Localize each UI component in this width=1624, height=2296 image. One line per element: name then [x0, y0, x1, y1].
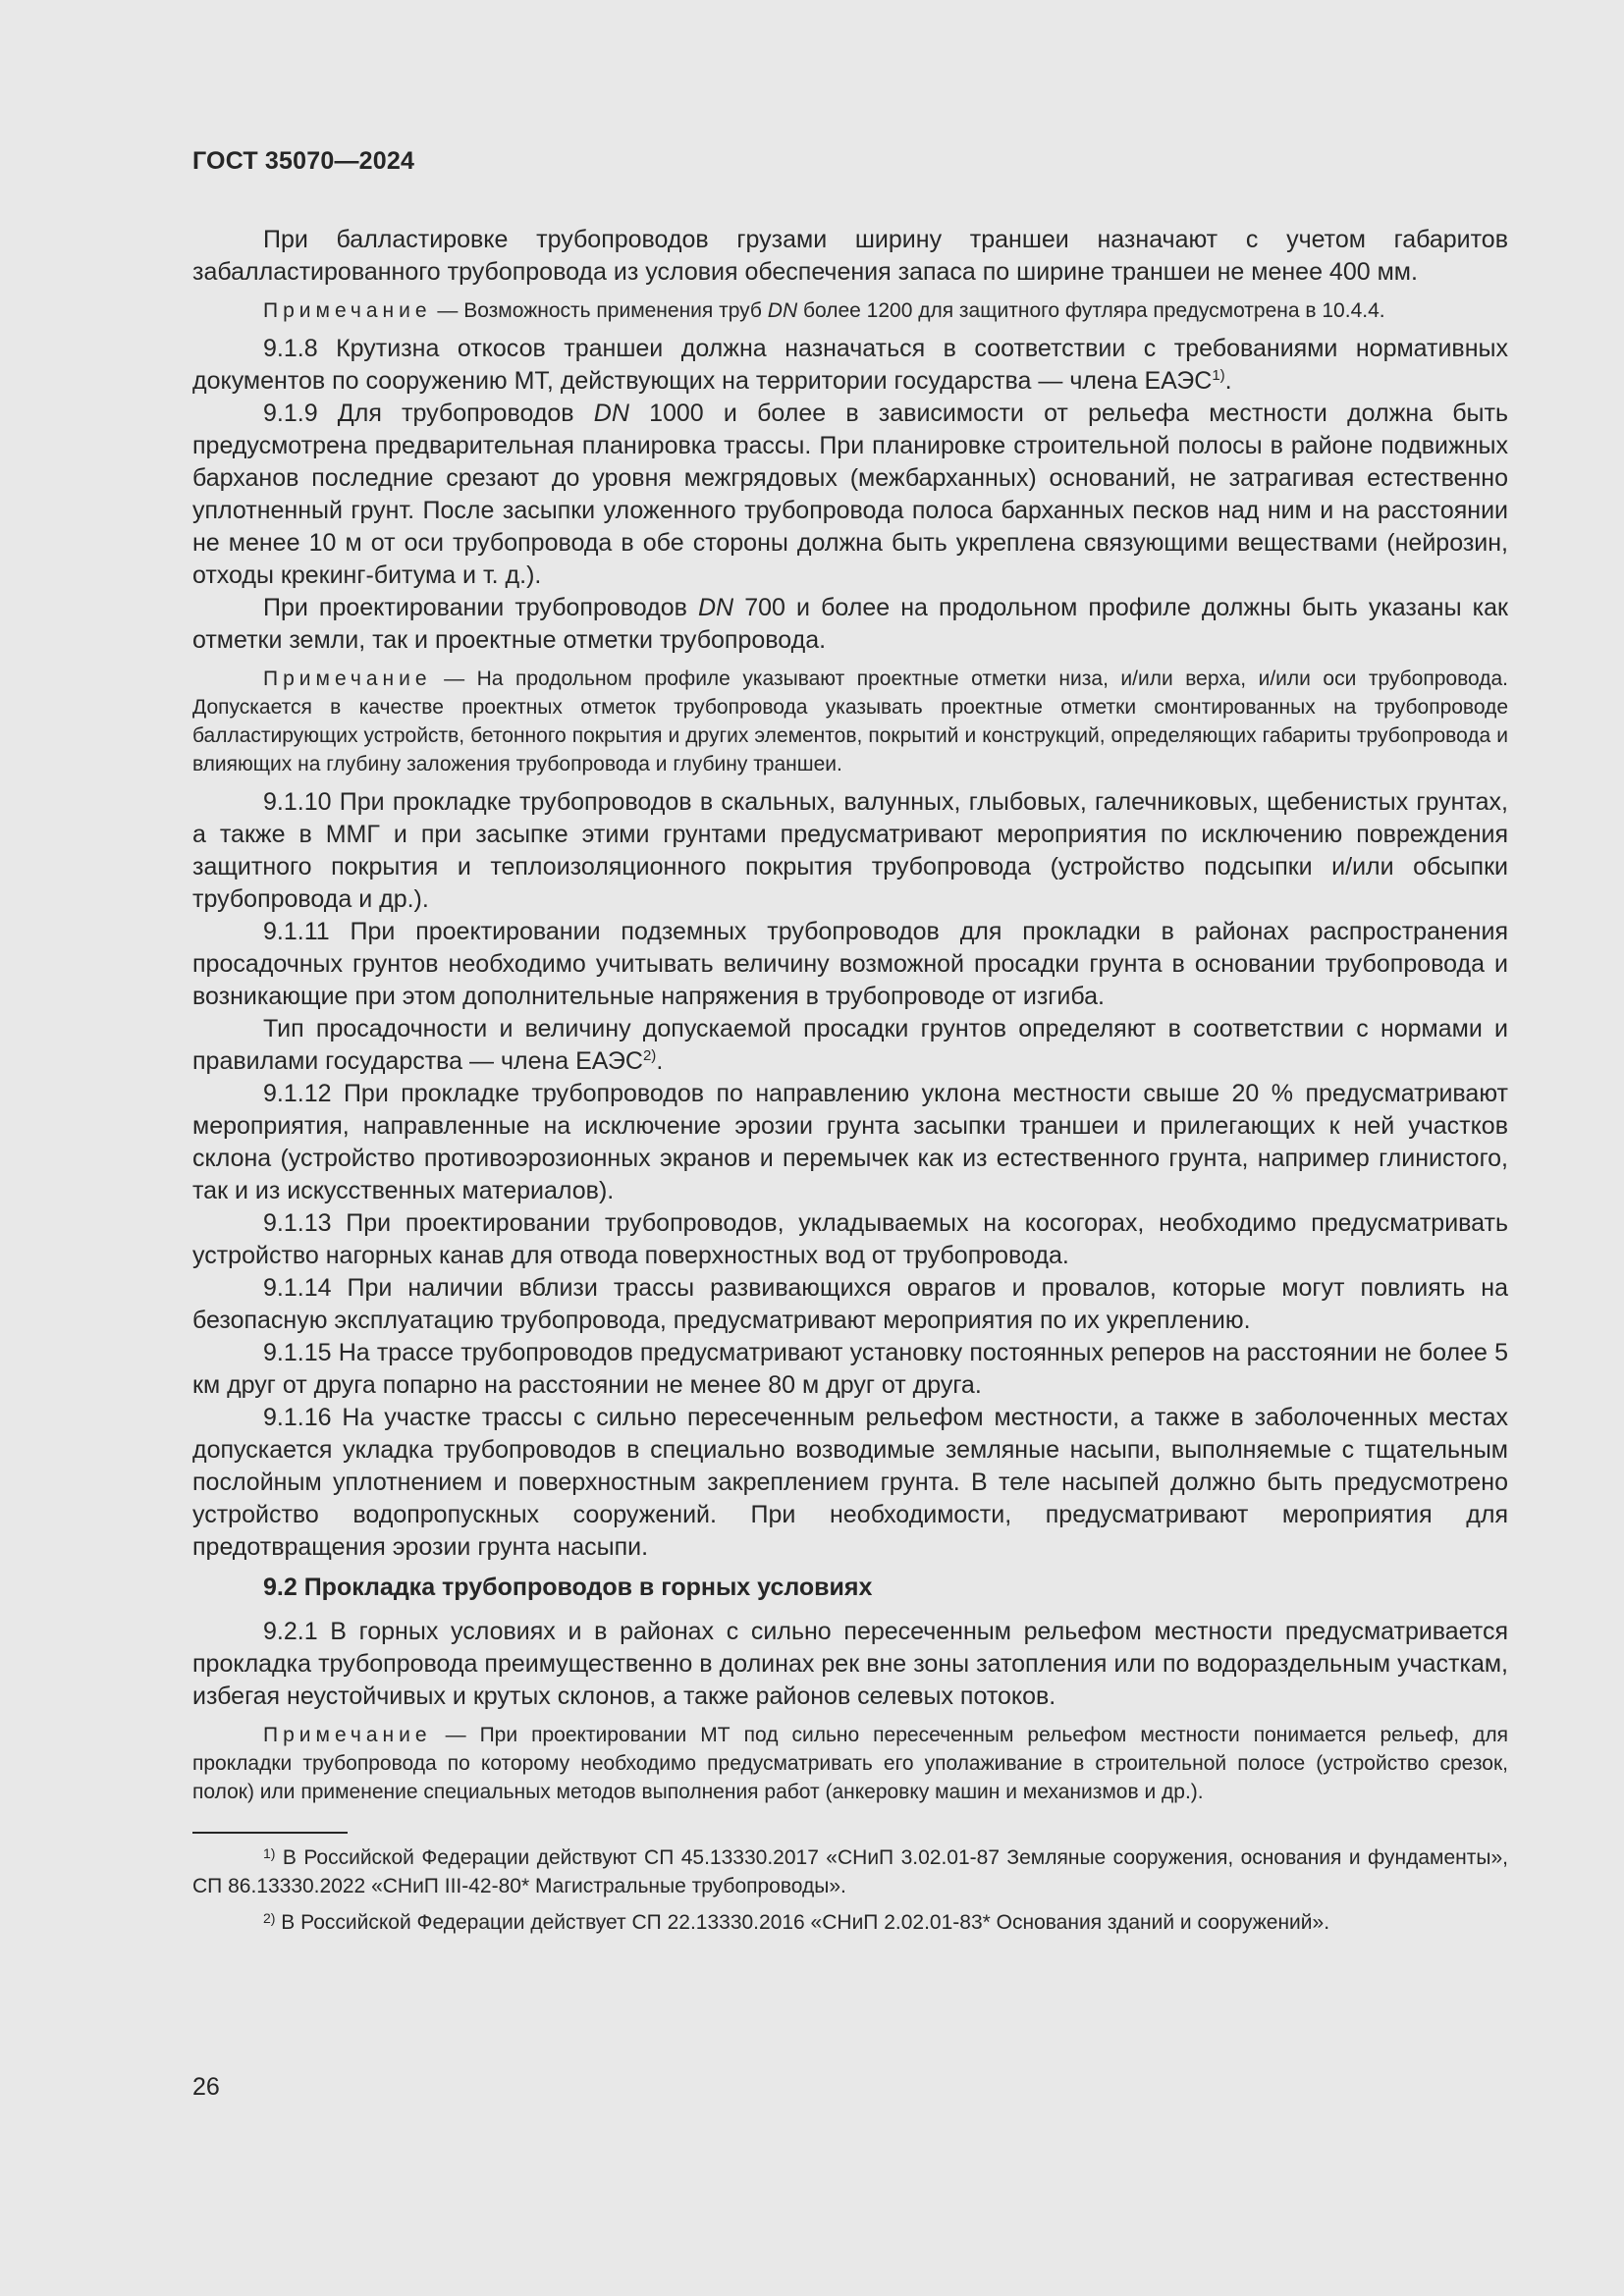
paragraph-9-1-11-b	[192, 1013, 1508, 1078]
paragraph-ballast: При балластировке трубопроводов грузами ширину траншеи назначают с учетом габаритов забалластированного трубопровода из условия обеспечения запаса по ширине траншеи не менее 400 мм.	[192, 226, 1508, 286]
note-label: Примечание	[263, 667, 432, 690]
note-1-pre: — Возможность применения труб	[431, 299, 768, 322]
paragraph-9-1-9-b-post: 700 и более на продольном профиле должны быть указаны как отметки земли, так и проектные отметки трубопровода.	[192, 594, 1508, 654]
paragraph-9-1-11: 9.1.11 При проектировании подземных трубопроводов для прокладки в районах распространения просадочных грунтов необходимо учитывать величину возможной просадки грунта в основании трубопровода и возникающие при этом дополнительные напряжения в трубопроводе от изгиба.	[192, 918, 1508, 1010]
paragraph-9-1-8-text: 9.1.8 Крутизна откосов траншеи должна назначаться в соответствии с требованиями нормативных документов по сооружению МТ, действующих на территории государства — члена ЕАЭС	[192, 335, 1508, 395]
note-label: Примечание	[263, 299, 432, 322]
footnote-2	[192, 1908, 1508, 1937]
section-heading-9-2: 9.2 Прокладка трубопроводов в горных условиях	[263, 1574, 873, 1601]
document-body	[192, 224, 1508, 1945]
paragraph-9-1-12: 9.1.12 При прокладке трубопроводов по направлению уклона местности свыше 20 % предусматривают мероприятия, направленные на исключение эрозии грунта засыпки траншеи и прилегающих к ней участков склона (устройство противоэрозионных экранов и перемычек как из естественного грунта, например глинистого, так и из искусственных материалов).	[192, 1080, 1508, 1204]
footnote-1-text: В Российской Федерации действуют СП 45.13330.2017 «СНиП 3.02.01-87 Земляные сооружения, основания и фундаменты», СП 86.13330.2022 «СНиП III-42-80* Магистральные трубопроводы».	[192, 1846, 1508, 1897]
note-label: Примечание	[263, 1724, 432, 1746]
paragraph-9-1-14: 9.1.14 При наличии вблизи трассы развивающихся оврагов и провалов, которые могут повлиять на безопасную эксплуатацию трубопровода, предусматривают мероприятия по их укреплению.	[192, 1274, 1508, 1334]
paragraph-9-1-16: 9.1.16 На участке трассы с сильно пересеченным рельефом местности, а также в заболоченных местах допускается укладка трубопроводов в специально возводимые земляные насыпи, выполняемые с тщательным послойным уплотнением и поверхностным закреплением грунта. В теле насыпей должно быть предусмотрено устройство водопропускных сооружений. При необходимости, предусматривают мероприятия для предотвращения эрозии грунта насыпи.	[192, 1404, 1508, 1561]
document-header: ГОСТ 35070—2024	[192, 147, 415, 175]
footnote-1-mark: 1)	[263, 1845, 276, 1861]
paragraph-9-1-9-post: 1000 и более в зависимости от рельефа местности должна быть предусмотрена предварительная планировка трассы. При планировке строительной полосы в районе подвижных барханов последние срезают до уровня межгрядовых (межбарханных) оснований, не затрагивая естественно уплотненный грунт. После засыпки уложенного трубопровода полоса барханных песков над ним и на расстоянии не менее 10 м от оси трубопровода в обе стороны должна быть укреплена связующими веществами (нейрозин, отходы крекинг-битума и т. д.).	[192, 400, 1509, 589]
paragraph-9-1-11-b-end: .	[656, 1047, 664, 1075]
note-1-dn: DN	[767, 299, 798, 322]
paragraph-9-1-10: 9.1.10 При прокладке трубопроводов в скальных, валунных, глыбовых, галечниковых, щебенистых грунтах, а также в ММГ и при засыпке этими грунтами предусматривают мероприятия по исключению повреждения защитного покрытия и теплоизоляционного покрытия трубопровода (устройство подсыпки и/или обсыпки трубопровода и др.).	[192, 788, 1508, 913]
paragraph-9-1-9	[192, 398, 1508, 592]
paragraph-9-1-13: 9.1.13 При проектировании трубопроводов, укладываемых на косогорах, необходимо предусматривать устройство нагорных канав для отвода поверхностных вод от трубопровода.	[192, 1209, 1508, 1269]
note-3-text: — При проектировании МТ под сильно пересеченным рельефом местности понимается рельеф, для прокладки трубопровода по которому необходимо предусматривать его уполаживание в строительной полосе (устройство срезок, полок) или применение специальных методов выполнения работ (анкеровку машин и механизмов и др.).	[192, 1724, 1508, 1803]
footnote-1	[192, 1843, 1508, 1900]
footnote-2-mark: 2)	[263, 1910, 276, 1926]
footnote-ref-2: 2)	[642, 1047, 657, 1064]
note-1-post: более 1200 для защитного футляра предусмотрена в 10.4.4.	[797, 299, 1385, 322]
note-2	[192, 665, 1508, 778]
page-number: 26	[192, 2073, 220, 2101]
footnote-ref-1: 1)	[1212, 367, 1225, 384]
paragraph-9-1-9-b-pre: При проектировании трубопроводов	[263, 594, 698, 621]
note-3	[192, 1721, 1508, 1806]
paragraph-9-1-15: 9.1.15 На трассе трубопроводов предусматривают установку постоянных реперов на расстоянии не более 5 км друг от друга попарно на расстоянии не менее 80 м друг от друга.	[192, 1339, 1508, 1399]
paragraph-9-1-11-b-text: Тип просадочности и величину допускаемой просадки грунтов определяют в соответствии с нормами и правилами государства — члена ЕАЭС	[192, 1015, 1508, 1075]
note-2-text: — На продольном профиле указывают проектные отметки низа, и/или верха, и/или оси трубопровода. Допускается в качестве проектных отметок трубопровода указывать проектные отметки смонтированных на трубопроводе балластирующих устройств, бетонного покрытия и других элементов, покрытий и конструкций, определяющих габариты трубопровода и влияющих на глубину заложения трубопровода и глубину траншеи.	[192, 667, 1508, 775]
paragraph-9-1-9-b	[192, 592, 1508, 657]
paragraph-9-1-9-b-dn: DN	[698, 594, 734, 621]
paragraph-9-2-1: 9.2.1 В горных условиях и в районах с сильно пересеченным рельефом местности предусматривается прокладка трубопровода преимущественно в долинах рек вне зоны затопления или по водораздельным участкам, избегая неустойчивых и крутых склонов, а также районов селевых потоков.	[192, 1618, 1508, 1710]
note-1	[192, 296, 1508, 325]
paragraph-9-1-9-pre: 9.1.9 Для трубопроводов	[263, 400, 594, 427]
paragraph-9-1-9-dn: DN	[593, 400, 629, 427]
footnote-separator	[192, 1832, 348, 1834]
paragraph-9-1-8-end: .	[1224, 367, 1232, 395]
footnote-2-text: В Российской Федерации действует СП 22.13330.2016 «СНиП 2.02.01-83* Основания зданий и сооружений».	[275, 1911, 1330, 1934]
paragraph-9-1-8	[192, 333, 1508, 398]
